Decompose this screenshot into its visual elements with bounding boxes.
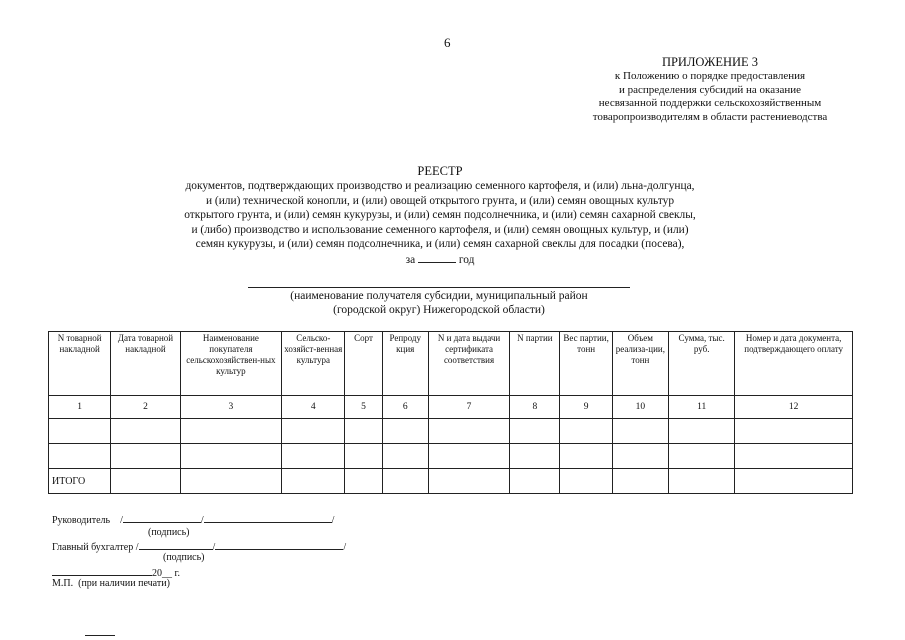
- appendix-block: [560, 55, 860, 124]
- appendix-heading: ПРИЛОЖЕНИЕ 3: [661, 55, 759, 69]
- head-label: Руководитель: [52, 515, 111, 526]
- table-header-row: [49, 332, 853, 396]
- column-header: Сорт: [345, 332, 382, 396]
- year-field[interactable]: [418, 252, 456, 263]
- column-header: Номер и дата документа, подтверждающего оплату: [735, 332, 853, 396]
- table-cell[interactable]: [669, 469, 735, 494]
- table-cell[interactable]: [612, 419, 668, 444]
- table-cell[interactable]: [612, 469, 668, 494]
- column-header: N товарной накладной: [49, 332, 111, 396]
- column-number: 3: [180, 396, 282, 419]
- table-cell[interactable]: [510, 419, 560, 444]
- accountant-signature-field[interactable]: [139, 539, 213, 550]
- table-cell[interactable]: [345, 469, 382, 494]
- date-suffix: 20__ г.: [152, 568, 180, 579]
- table-cell[interactable]: [510, 444, 560, 469]
- table-cell[interactable]: [382, 444, 428, 469]
- title-line: и (либо) производство и использование семенного картофеля, и (или) семян овощных культур, и (или): [191, 223, 689, 236]
- year-suffix: год: [458, 253, 475, 266]
- table-cell[interactable]: [111, 469, 180, 494]
- column-number: 10: [612, 396, 668, 419]
- recipient-caption: [248, 289, 630, 317]
- title-line: документов, подтверждающих производство и реализацию семенного картофеля, и (или) льна-долгунца,: [185, 180, 695, 192]
- table-cell[interactable]: [382, 419, 428, 444]
- column-number-row: [49, 396, 853, 419]
- table-row: [49, 444, 853, 469]
- recipient-caption-line: (наименование получателя субсидии, муниципальный район: [290, 290, 588, 302]
- column-header: N и дата выдачи сертификата соответствия: [428, 332, 509, 396]
- head-signature-line: Руководитель / / /: [52, 512, 334, 527]
- column-number: 12: [735, 396, 853, 419]
- column-header: Наименование покупателя сельскохозяйствен-ных культур: [180, 332, 282, 396]
- accountant-label: Главный бухгалтер: [52, 542, 134, 553]
- signature-caption: (подпись): [148, 527, 190, 538]
- column-number: 8: [510, 396, 560, 419]
- table-cell[interactable]: [111, 444, 180, 469]
- stamp-note: М.П. (при наличии печати): [52, 578, 170, 589]
- footnote-separator: [85, 635, 115, 636]
- column-number: 2: [111, 396, 180, 419]
- accountant-name-field[interactable]: [215, 539, 343, 550]
- appendix-line: несвязанной поддержки сельскохозяйственным: [598, 97, 822, 109]
- table-cell[interactable]: [345, 444, 382, 469]
- table-cell[interactable]: [510, 469, 560, 494]
- column-number: 11: [669, 396, 735, 419]
- column-number: 1: [49, 396, 111, 419]
- title-line: и (или) технической конопли, и (или) овощей открытого грунта, и (или) семян овощных культур: [205, 194, 675, 207]
- table-cell[interactable]: [345, 419, 382, 444]
- column-number: 4: [282, 396, 345, 419]
- table-cell[interactable]: [282, 444, 345, 469]
- title-line: открытого грунта, и (или) семян кукурузы, и (или) семян подсолнечника, и (или) семян сахарной свеклы,: [184, 209, 696, 221]
- table-cell[interactable]: [428, 469, 509, 494]
- registry-table: [48, 331, 853, 494]
- table-cell[interactable]: [180, 419, 282, 444]
- table-cell[interactable]: [49, 419, 111, 444]
- table-cell[interactable]: [282, 469, 345, 494]
- table-cell[interactable]: [428, 419, 509, 444]
- appendix-line: товаропроизводителям в области растениеводства: [592, 110, 828, 123]
- column-header: Объем реализа-ции, тонн: [612, 332, 668, 396]
- column-number: 9: [560, 396, 612, 419]
- table-cell[interactable]: [669, 419, 735, 444]
- table-cell[interactable]: [612, 444, 668, 469]
- table-row: [49, 419, 853, 444]
- document-title: РЕЕСТР: [417, 164, 463, 178]
- table-cell[interactable]: [180, 444, 282, 469]
- column-number: 7: [428, 396, 509, 419]
- total-label: ИТОГО: [49, 469, 111, 494]
- page-number: 6: [444, 35, 451, 50]
- table-cell[interactable]: [560, 444, 612, 469]
- document-title-block: [100, 164, 780, 267]
- title-line: семян кукурузы, и (или) семян подсолнечника, и (или) семян сахарной свеклы для посадки (посева),: [195, 238, 685, 250]
- appendix-line: и распределения субсидий на оказание: [619, 83, 801, 96]
- table-cell[interactable]: [735, 444, 853, 469]
- table-cell[interactable]: [669, 444, 735, 469]
- table-cell[interactable]: [560, 469, 612, 494]
- table-cell[interactable]: [180, 469, 282, 494]
- table-cell[interactable]: [560, 419, 612, 444]
- table-cell[interactable]: [382, 469, 428, 494]
- column-header: Репроду кция: [382, 332, 428, 396]
- table-cell[interactable]: [111, 419, 180, 444]
- accountant-signature-line: Главный бухгалтер / / /: [52, 539, 346, 554]
- appendix-line: к Положению о порядке предоставления: [614, 70, 806, 82]
- year-line: [100, 252, 780, 268]
- column-header: N партии: [510, 332, 560, 396]
- column-header: Сумма, тыс. руб.: [669, 332, 735, 396]
- recipient-caption-line: (городской округ) Нижегородской области): [333, 304, 545, 316]
- date-field[interactable]: [52, 565, 152, 576]
- year-prefix: за: [405, 253, 416, 266]
- head-name-field[interactable]: [204, 512, 332, 523]
- table-cell[interactable]: [49, 444, 111, 469]
- table-cell[interactable]: [282, 419, 345, 444]
- table-cell[interactable]: [428, 444, 509, 469]
- column-header: Вес партии, тонн: [560, 332, 612, 396]
- column-number: 5: [345, 396, 382, 419]
- recipient-field[interactable]: [248, 287, 630, 288]
- column-header: Сельско-хозяйст-венная культура: [282, 332, 345, 396]
- table-cell[interactable]: [735, 419, 853, 444]
- head-signature-field[interactable]: [123, 512, 201, 523]
- signature-caption: (подпись): [163, 552, 205, 563]
- table-cell[interactable]: [735, 469, 853, 494]
- column-header: Дата товарной накладной: [111, 332, 180, 396]
- total-row: [49, 469, 853, 494]
- column-number: 6: [382, 396, 428, 419]
